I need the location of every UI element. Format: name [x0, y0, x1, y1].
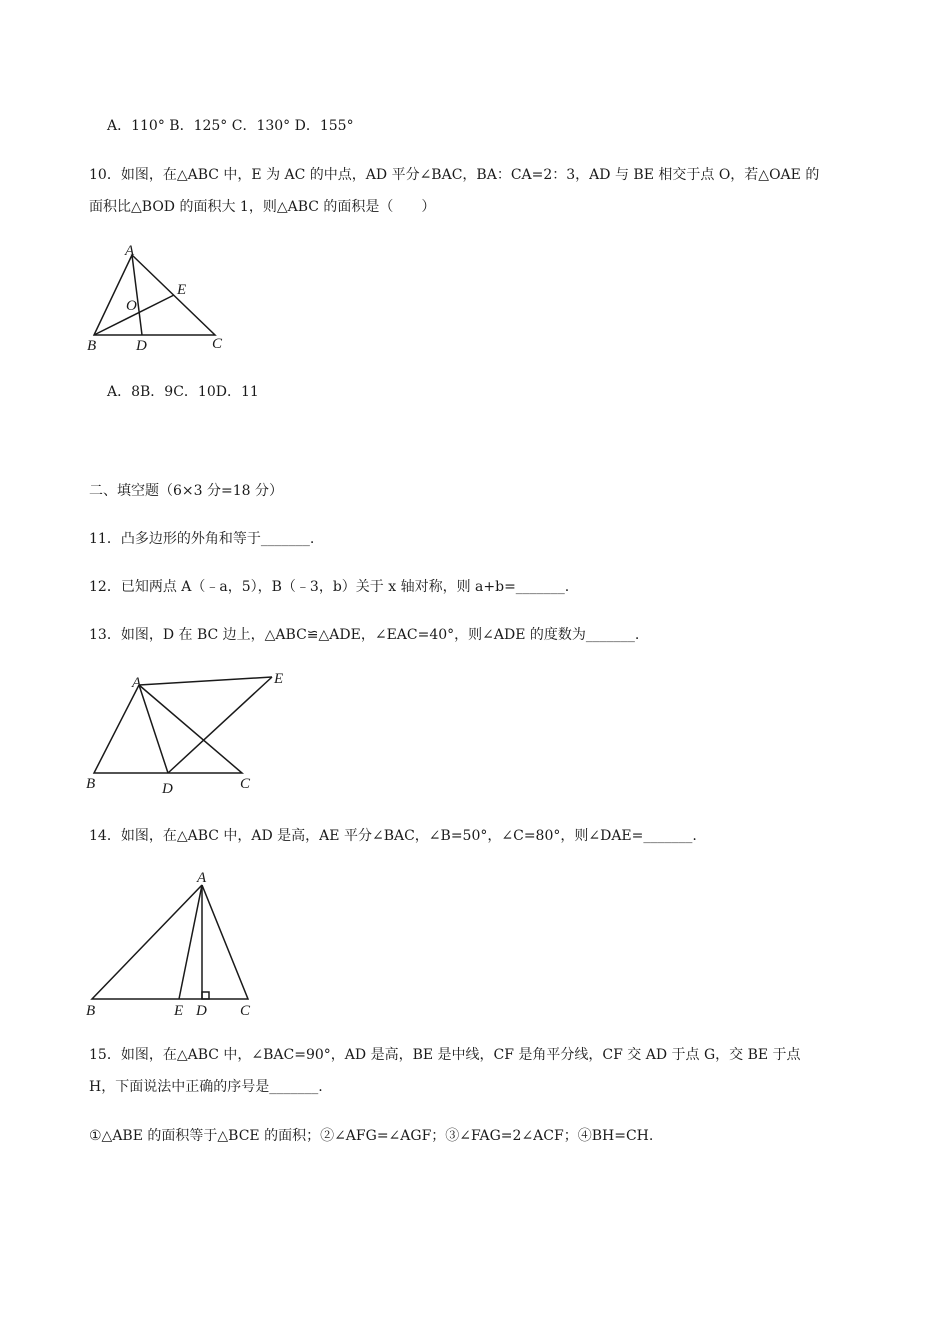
q14-figure: [82, 868, 262, 1023]
q14-label-a: A: [197, 870, 207, 886]
q13-label-e: E: [274, 671, 284, 687]
q14-label-b: B: [86, 1003, 96, 1019]
q13-label-d: D: [162, 781, 173, 797]
q10-stem-line1: 10．如图，在△ABC 中，E 为 AC 的中点，AD 平分∠BAC，BA：CA=2：3，AD 与 BE 相交于点 O，若△OAE 的: [89, 167, 820, 183]
q13-label-c: C: [240, 776, 251, 792]
q13-figure: [82, 665, 297, 800]
q14-label-d: D: [196, 1003, 207, 1019]
q9-options: A．110° B．125° C．130° D．155°: [107, 118, 354, 134]
q13-segment-ae: [139, 677, 272, 685]
q15-statements: ①△ABE 的面积等于△BCE 的面积；②∠AFG=∠AGF；③∠FAG=2∠ACF；④BH=CH.: [89, 1128, 654, 1144]
q10-label-b: B: [87, 338, 97, 354]
q13-text: 13．如图，D 在 BC 边上，△ABC≌△ADE，∠EAC=40°，则∠ADE 的度数为_______.: [89, 627, 640, 643]
q14-label-e: E: [174, 1003, 184, 1019]
q14-label-c: C: [240, 1003, 251, 1019]
q14-right-angle-mark: [202, 992, 209, 999]
section2-title: 二、填空题（6×3 分=18 分）: [89, 483, 283, 499]
q10-label-a: A: [125, 243, 135, 259]
q13-label-a: A: [132, 675, 142, 691]
q13-triangle-abc: [94, 685, 242, 773]
q13-segment-de: [168, 677, 272, 773]
q10-stem-line2: 面积比△BOD 的面积大 1，则△ABC 的面积是（ ）: [89, 199, 436, 215]
q10-figure: [82, 240, 232, 355]
q10-label-c: C: [212, 336, 223, 352]
q13-label-b: B: [86, 776, 96, 792]
q15-stem-line2: H，下面说法中正确的序号是_______.: [89, 1079, 323, 1095]
q14-segment-ae: [179, 885, 202, 999]
q12-text: 12．已知两点 A（﹣a，5），B（﹣3，b）关于 x 轴对称，则 a+b=_______.: [89, 579, 570, 595]
q10-label-d: D: [136, 338, 147, 354]
q14-triangle-abc: [92, 885, 248, 999]
q11-text: 11．凸多边形的外角和等于_______.: [89, 531, 315, 547]
q14-text: 14．如图，在△ABC 中，AD 是高，AE 平分∠BAC，∠B=50°，∠C=80°，则∠DAE=_______.: [89, 828, 697, 844]
q10-label-e: E: [177, 282, 187, 298]
q15-stem-line1: 15．如图，在△ABC 中，∠BAC=90°，AD 是高，BE 是中线，CF 是角平分线，CF 交 AD 于点 G，交 BE 于点: [89, 1047, 801, 1063]
q10-label-o: O: [126, 298, 137, 314]
q10-triangle: [94, 255, 215, 335]
q10-segment-ad: [132, 255, 142, 335]
q10-options: A．8B．9C．10D．11: [107, 384, 259, 400]
